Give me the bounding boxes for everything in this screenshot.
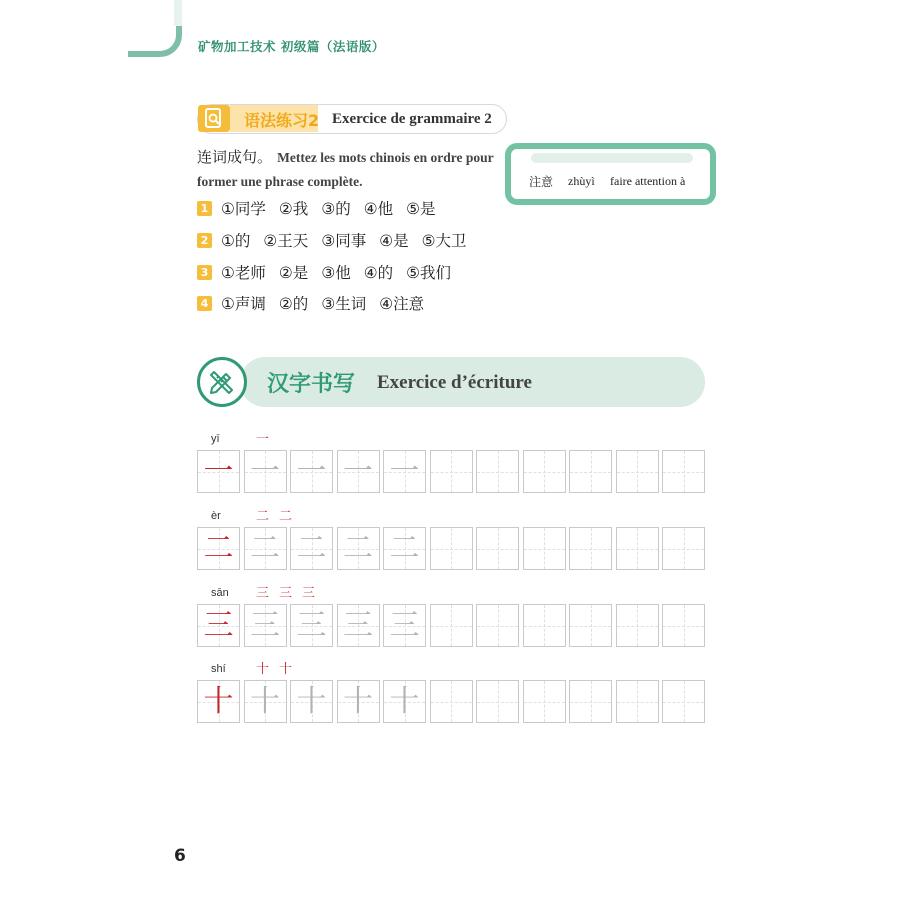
exercise-item [197,260,464,284]
exercise-word: ①的 [221,232,251,250]
trace-character-cell[interactable] [244,680,287,723]
blank-writing-cell[interactable] [476,604,519,647]
trace-character-cell[interactable] [383,450,426,493]
trace-character-cell[interactable] [383,680,426,723]
blank-writing-cell[interactable] [523,450,566,493]
blank-writing-cell[interactable] [476,527,519,570]
blank-writing-cell[interactable] [662,527,705,570]
exercise-word: ④注意 [379,295,425,313]
exercise-word: ②王天 [263,232,309,250]
blank-writing-cell[interactable] [569,450,612,493]
exercise-number-badge: 2 [197,233,212,248]
trace-character: 一 [250,453,280,489]
trace-character-cell[interactable] [337,527,380,570]
exercise-word: ④的 [363,264,394,282]
writing-grid-row [197,680,709,723]
vocab-pinyin: zhùyì [568,174,595,188]
trace-character: 三 [343,607,373,643]
trace-character-cell[interactable] [244,604,287,647]
blank-writing-cell[interactable] [476,680,519,723]
exercise-item [197,291,437,315]
trace-character: 二 [296,530,327,566]
trace-character-cell[interactable] [290,604,333,647]
trace-character: 二 [343,530,373,566]
model-character: 三 [203,607,234,643]
stroke-order-demo [256,582,325,601]
running-title: 矿物加工技术 初级篇（法语版） [198,39,385,54]
trace-character: 二 [389,530,420,566]
character-pinyin: shí [211,663,226,675]
exercise-number-badge: 3 [197,265,212,280]
stroke-step: 二 [256,509,270,524]
character-pinyin: èr [211,510,221,522]
blank-writing-cell[interactable] [662,604,705,647]
exercise-word: ⑤是 [406,200,436,218]
character-pinyin: yī [211,433,220,445]
trace-character-cell[interactable] [337,680,380,723]
trace-character: 十 [389,683,420,719]
stroke-step: 二 [279,509,293,524]
trace-character-cell[interactable] [244,450,287,493]
blank-writing-cell[interactable] [430,527,473,570]
exercise-instruction [197,145,497,193]
model-character-cell [197,680,240,723]
exercise-word: ②我 [278,200,309,218]
model-character-cell [197,604,240,647]
blank-writing-cell[interactable] [616,604,659,647]
pencil-ruler-icon [197,357,247,407]
writing-grid-row [197,604,709,647]
exercise-word: ⑤大卫 [421,232,467,250]
writing-heading-fr: Exercice d’écriture [377,372,532,393]
blank-writing-cell[interactable] [569,527,612,570]
exercise-word: ③他 [321,264,351,282]
trace-character: 十 [296,683,327,719]
blank-writing-cell[interactable] [662,680,705,723]
exercise-word: ③的 [321,200,351,218]
blank-writing-cell[interactable] [523,527,566,570]
model-character: 一 [203,453,234,489]
exercise-word: ②的 [278,295,309,313]
trace-character-cell[interactable] [244,527,287,570]
trace-character: 一 [343,453,373,489]
blank-writing-cell[interactable] [662,450,705,493]
exercise-number-badge: 4 [197,296,212,311]
exercise-word: ②是 [278,264,309,282]
exercise-word: ③同事 [321,232,367,250]
stroke-step: 三 [302,586,316,601]
trace-character-cell[interactable] [290,450,333,493]
blank-writing-cell[interactable] [523,680,566,723]
grammar-heading-fr: Exercice de grammaire 2 [332,111,492,127]
exercise-book-icon [198,105,230,132]
exercise-word: ①同学 [221,200,266,218]
trace-character: 一 [389,453,420,489]
blank-writing-cell[interactable] [616,680,659,723]
trace-character: 三 [389,607,420,643]
vocab-meaning: faire attention à [610,174,686,188]
exercise-word: ④是 [379,232,409,250]
model-character: 二 [203,530,234,566]
instruction-fr: Mettez les mots chinois en ordre pour former une phrase complète. [197,150,494,189]
vocab-hanzi: 注意 [529,175,554,189]
page-number: 6 [174,846,186,866]
stroke-step: 三 [256,586,270,601]
blank-writing-cell[interactable] [430,604,473,647]
trace-character: 十 [250,683,280,719]
trace-character: 三 [296,607,327,643]
writing-heading-zh: 汉字书写 [267,372,356,397]
grammar-section-heading [197,104,507,134]
exercise-item [197,228,480,252]
model-character-cell [197,450,240,493]
blank-writing-cell[interactable] [430,450,473,493]
exercise-number-badge: 1 [197,201,212,216]
stroke-order-demo [256,428,279,447]
blank-writing-cell[interactable] [616,450,659,493]
blank-writing-cell[interactable] [616,527,659,570]
vocabulary-note-box [505,143,716,205]
model-character-cell [197,527,240,570]
stroke-order-demo [256,505,302,524]
blank-writing-cell[interactable] [476,450,519,493]
writing-grid-row [197,527,709,570]
instruction-zh: 连词成句。 [197,148,273,166]
trace-character: 三 [250,607,280,643]
stroke-step: 十 [279,662,293,677]
blank-writing-cell[interactable] [569,680,612,723]
trace-character: 一 [296,453,327,489]
stroke-step: 一 [256,432,270,447]
vocabulary-note-bar [531,153,693,163]
blank-writing-cell[interactable] [430,680,473,723]
exercise-word: ③生词 [321,295,367,313]
exercise-word: ①声调 [221,295,266,313]
exercise-word: ④他 [363,200,394,218]
model-character: 十 [203,683,234,719]
trace-character-cell[interactable] [383,527,426,570]
trace-character-cell[interactable] [337,604,380,647]
exercise-word: ①老师 [221,264,266,282]
header-strip-decoration [174,0,182,26]
writing-grid-row [197,450,709,493]
trace-character-cell[interactable] [337,450,380,493]
character-pinyin: sān [211,587,229,599]
exercise-word: ⑤我们 [406,264,452,282]
grammar-heading-zh: 语法练习2 [244,111,320,130]
trace-character-cell[interactable] [383,604,426,647]
trace-character: 十 [343,683,373,719]
trace-character: 二 [250,530,280,566]
trace-character-cell[interactable] [290,680,333,723]
blank-writing-cell[interactable] [523,604,566,647]
trace-character-cell[interactable] [290,527,333,570]
blank-writing-cell[interactable] [569,604,612,647]
stroke-step: 三 [279,586,293,601]
exercise-item [197,196,449,220]
stroke-order-demo [256,658,302,677]
stroke-step: 十 [256,662,270,677]
